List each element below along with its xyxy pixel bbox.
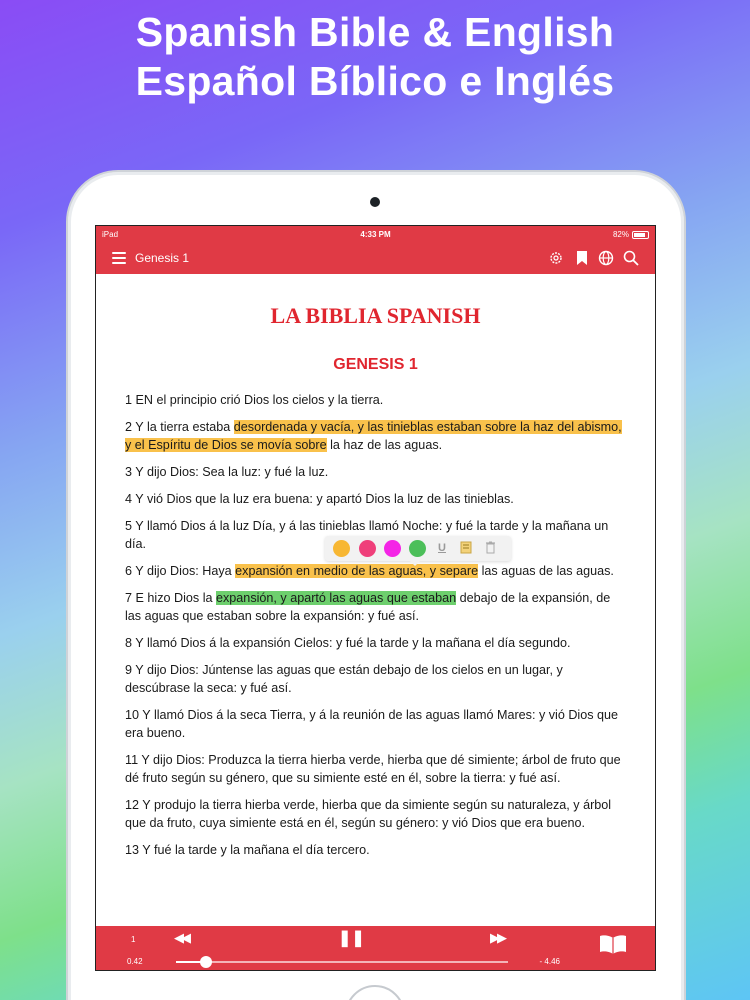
highlight-color-yellow[interactable] — [333, 540, 350, 557]
progress-slider[interactable] — [176, 961, 508, 963]
verse-text: 4 Y vió Dios que la luz era buena: y apartó Dios la luz de las tinieblas. — [125, 492, 514, 506]
highlight-color-pink[interactable] — [359, 540, 376, 557]
reading-pane[interactable] — [96, 274, 655, 926]
verse[interactable] — [125, 706, 625, 742]
verse[interactable] — [125, 490, 625, 508]
verse-text: 11 Y dijo Dios: Produzca la tierra hierba verde, hierba que dé simiente; árbol de fruto que dé fruto según su género, que su simiente esté en él, sobre la tierra: y fué así. — [125, 753, 621, 785]
device-label: iPad — [102, 230, 119, 239]
verse[interactable] — [125, 391, 625, 409]
open-book-icon[interactable] — [598, 933, 628, 955]
verse[interactable] — [125, 589, 625, 625]
status-bar — [96, 226, 655, 243]
note-icon[interactable] — [459, 541, 473, 558]
menu-icon[interactable] — [112, 252, 126, 264]
bookmark-icon[interactable] — [573, 250, 591, 268]
settings-icon[interactable] — [547, 250, 565, 268]
verse[interactable] — [125, 562, 625, 580]
highlight-color-green[interactable] — [409, 540, 426, 557]
slider-thumb[interactable] — [200, 956, 212, 968]
app-screen — [95, 225, 656, 971]
verse-text: 9 Y dijo Dios: Júntense las aguas que están debajo de los cielos en un lugar, y descúbrase la seca: y fué así. — [125, 663, 563, 695]
verse-text: 10 Y llamó Dios á la seca Tierra, y á la reunión de las aguas llamó Mares: y vió Dios que era bueno. — [125, 708, 619, 740]
verse[interactable] — [125, 796, 625, 832]
rewind-icon[interactable]: ◀◀ — [174, 930, 188, 945]
battery-icon — [632, 231, 649, 239]
verse[interactable] — [125, 661, 625, 697]
verse[interactable] — [125, 418, 625, 454]
nav-title[interactable]: Genesis 1 — [135, 251, 190, 265]
promo-line-1: Spanish Bible & English — [135, 9, 615, 55]
verse-text: 5 Y llamó Dios á la luz Día, y á las tinieblas llamó Noche: y fué la tarde y la mañana un día. — [125, 519, 609, 551]
promo-line-2: Español Bíblico e Inglés — [135, 58, 615, 104]
verse-text: 3 Y dijo Dios: Sea la luz: y fué la luz. — [125, 465, 329, 479]
verse-text: 7 E hizo Dios la — [125, 591, 216, 605]
verse[interactable] — [125, 463, 625, 481]
toolbar-pointer — [409, 560, 421, 566]
underline-icon[interactable]: U — [438, 542, 446, 554]
verse-text: la haz de las aguas. — [326, 438, 443, 452]
highlighted-text[interactable]: desordenada y vacía, y las tinieblas estaban sobre la haz del abismo, y el Espíritu de Dios se movía sobre — [125, 420, 622, 452]
verse-text: 12 Y produjo la tierra hierba verde, hierba que da simiente según su naturaleza, y árbol que da fruto, cuya simiente está en él, según su género: y vió Dios que era bueno. — [125, 798, 612, 830]
verse[interactable] — [125, 841, 625, 859]
promo-headline — [0, 8, 750, 106]
remaining-time: - 4.46 — [539, 957, 560, 966]
verse-text: debajo de la expansión, de las aguas que estaban sobre la expansión: y fué así. — [125, 591, 611, 623]
verse[interactable] — [125, 751, 625, 787]
verse-text: las aguas de las aguas. — [478, 564, 614, 578]
verse-text: 6 Y dijo Dios: Haya — [125, 564, 236, 578]
highlighted-text[interactable]: expansión, y apartó las aguas que estaban — [216, 591, 457, 605]
status-time: 4:33 PM — [360, 230, 391, 239]
verse-list — [125, 391, 625, 868]
book-title: LA BIBLIA SPANISH — [270, 303, 481, 328]
verse-text: 13 Y fué la tarde y la mañana el día tercero. — [125, 843, 370, 857]
track-number: 1 — [131, 935, 136, 944]
fast-forward-icon[interactable]: ▶▶ — [490, 930, 504, 945]
highlight-color-magenta[interactable] — [384, 540, 401, 557]
globe-icon[interactable] — [597, 250, 615, 268]
search-icon[interactable] — [622, 250, 640, 268]
nav-bar — [96, 243, 655, 274]
camera-icon — [370, 197, 380, 207]
verse-text: 1 EN el principio crió Dios los cielos y la tierra. — [125, 393, 384, 407]
pause-icon[interactable]: ❚❚ — [338, 930, 365, 947]
battery-percent: 82% — [612, 230, 629, 239]
elapsed-time: 0.42 — [127, 957, 143, 966]
chapter-title: GENESIS 1 — [333, 356, 418, 373]
verse-text: 8 Y llamó Dios á la expansión Cielos: y fué la tarde y la mañana el día segundo. — [125, 636, 571, 650]
highlight-toolbar — [325, 536, 511, 561]
highlighted-text[interactable]: expansión en medio de las aguas, y separe — [235, 564, 479, 578]
audio-player — [96, 926, 655, 971]
trash-icon[interactable] — [483, 541, 497, 558]
verse[interactable] — [125, 634, 625, 652]
verse-text: 2 Y la tierra estaba — [125, 420, 234, 434]
